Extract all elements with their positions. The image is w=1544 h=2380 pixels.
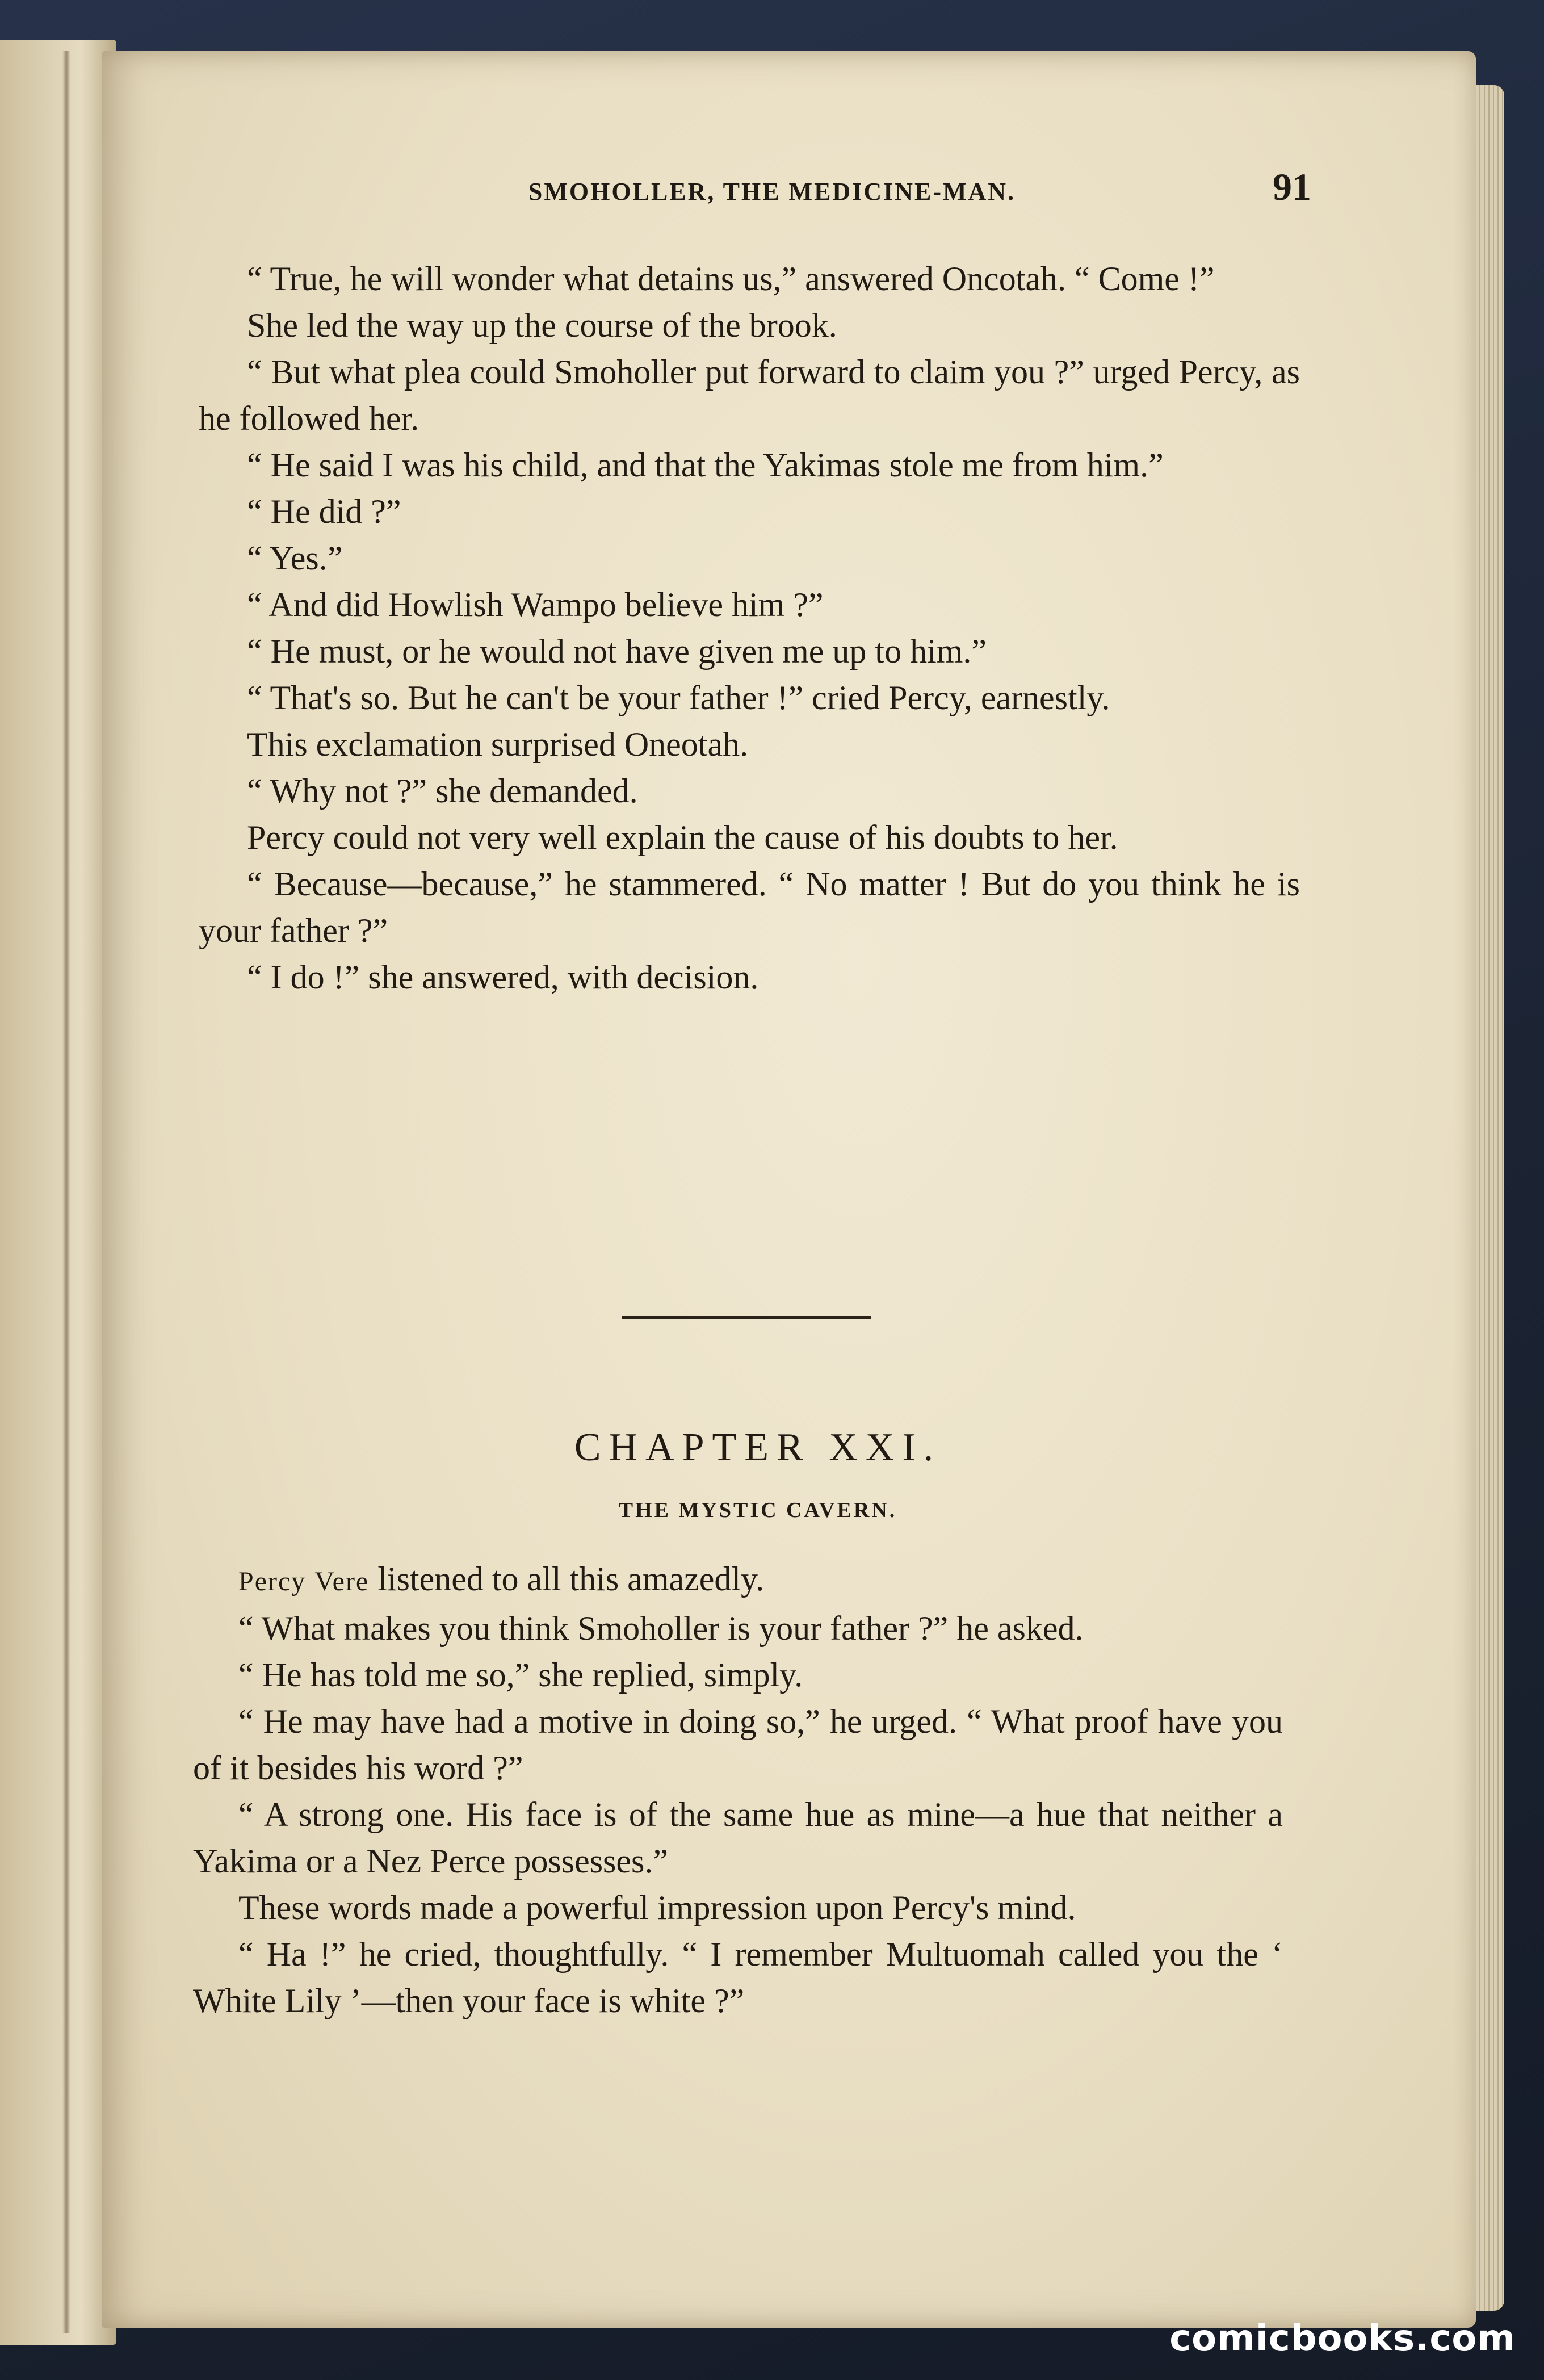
small-caps-first-name: Percy xyxy=(238,1566,307,1597)
paragraph: “ A strong one. His face is of the same hue as mine—a hue that neither a Yakima or a Nez Perce possesses.” xyxy=(193,1796,1283,1880)
paragraph: “ He did ?” xyxy=(247,493,401,530)
paragraph: “ What makes you think Smoholler is your father ?” he asked. xyxy=(238,1610,1084,1647)
paragraph: She led the way up the course of the brook. xyxy=(247,307,837,344)
chapter-opening-paragraph xyxy=(193,1556,1283,1605)
paragraph: “ Because—because,” he stammered. “ No matter ! But do you think he is your father ?” xyxy=(199,865,1300,949)
section-divider-rule xyxy=(622,1316,871,1319)
facing-page-edge xyxy=(0,40,116,2345)
chapter-subtitle: THE MYSTIC CAVERN. xyxy=(618,1498,897,1522)
paragraph: “ Yes.” xyxy=(247,539,343,577)
running-head: SMOHOLLER, THE MEDICINE-MAN. xyxy=(528,178,1016,206)
paragraph: “ He has told me so,” she replied, simply. xyxy=(238,1656,803,1694)
paragraph: “ But what plea could Smoholler put forward to claim you ?” urged Percy, as he followed her. xyxy=(199,353,1300,437)
paragraph: “ I do !” she answered, with decision. xyxy=(247,958,759,996)
paragraph: “ Why not ?” she demanded. xyxy=(247,772,638,810)
paragraph: Percy could not very well explain the cause of his doubts to her. xyxy=(247,819,1118,856)
body-text-top xyxy=(199,255,1300,1000)
paragraph: “ True, he will wonder what detains us,” answered Oncotah. “ Come !” xyxy=(247,260,1215,298)
chapter-title: CHAPTER XXI. xyxy=(574,1426,942,1469)
site-watermark: comicbooks.com xyxy=(1169,2318,1516,2360)
opening-text: listened to all this amazedly. xyxy=(369,1560,765,1598)
paragraph: “ He may have had a motive in doing so,” he urged. “ What proof have you of it besides his word ?” xyxy=(193,1703,1283,1787)
body-text-bottom xyxy=(193,1556,1283,2024)
book-gutter xyxy=(62,51,70,2333)
paragraph: This exclamation surprised Oneotah. xyxy=(247,726,749,763)
paragraph: “ That's so. But he can't be your father !” cried Percy, earnestly. xyxy=(247,679,1110,716)
paragraph: These words made a powerful impression upon Percy's mind. xyxy=(238,1889,1076,1926)
page-number: 91 xyxy=(1273,165,1311,208)
paragraph: “ He must, or he would not have given me up to him.” xyxy=(247,632,987,670)
small-caps-last-name: Vere xyxy=(314,1566,370,1597)
paragraph: “ Ha !” he cried, thoughtfully. “ I remember Multuomah called you the ‘ White Lily ’—then your face is white ?” xyxy=(193,1935,1283,2019)
paragraph: “ And did Howlish Wampo believe him ?” xyxy=(247,586,824,623)
paragraph: “ He said I was his child, and that the Yakimas stole me from him.” xyxy=(247,446,1164,484)
